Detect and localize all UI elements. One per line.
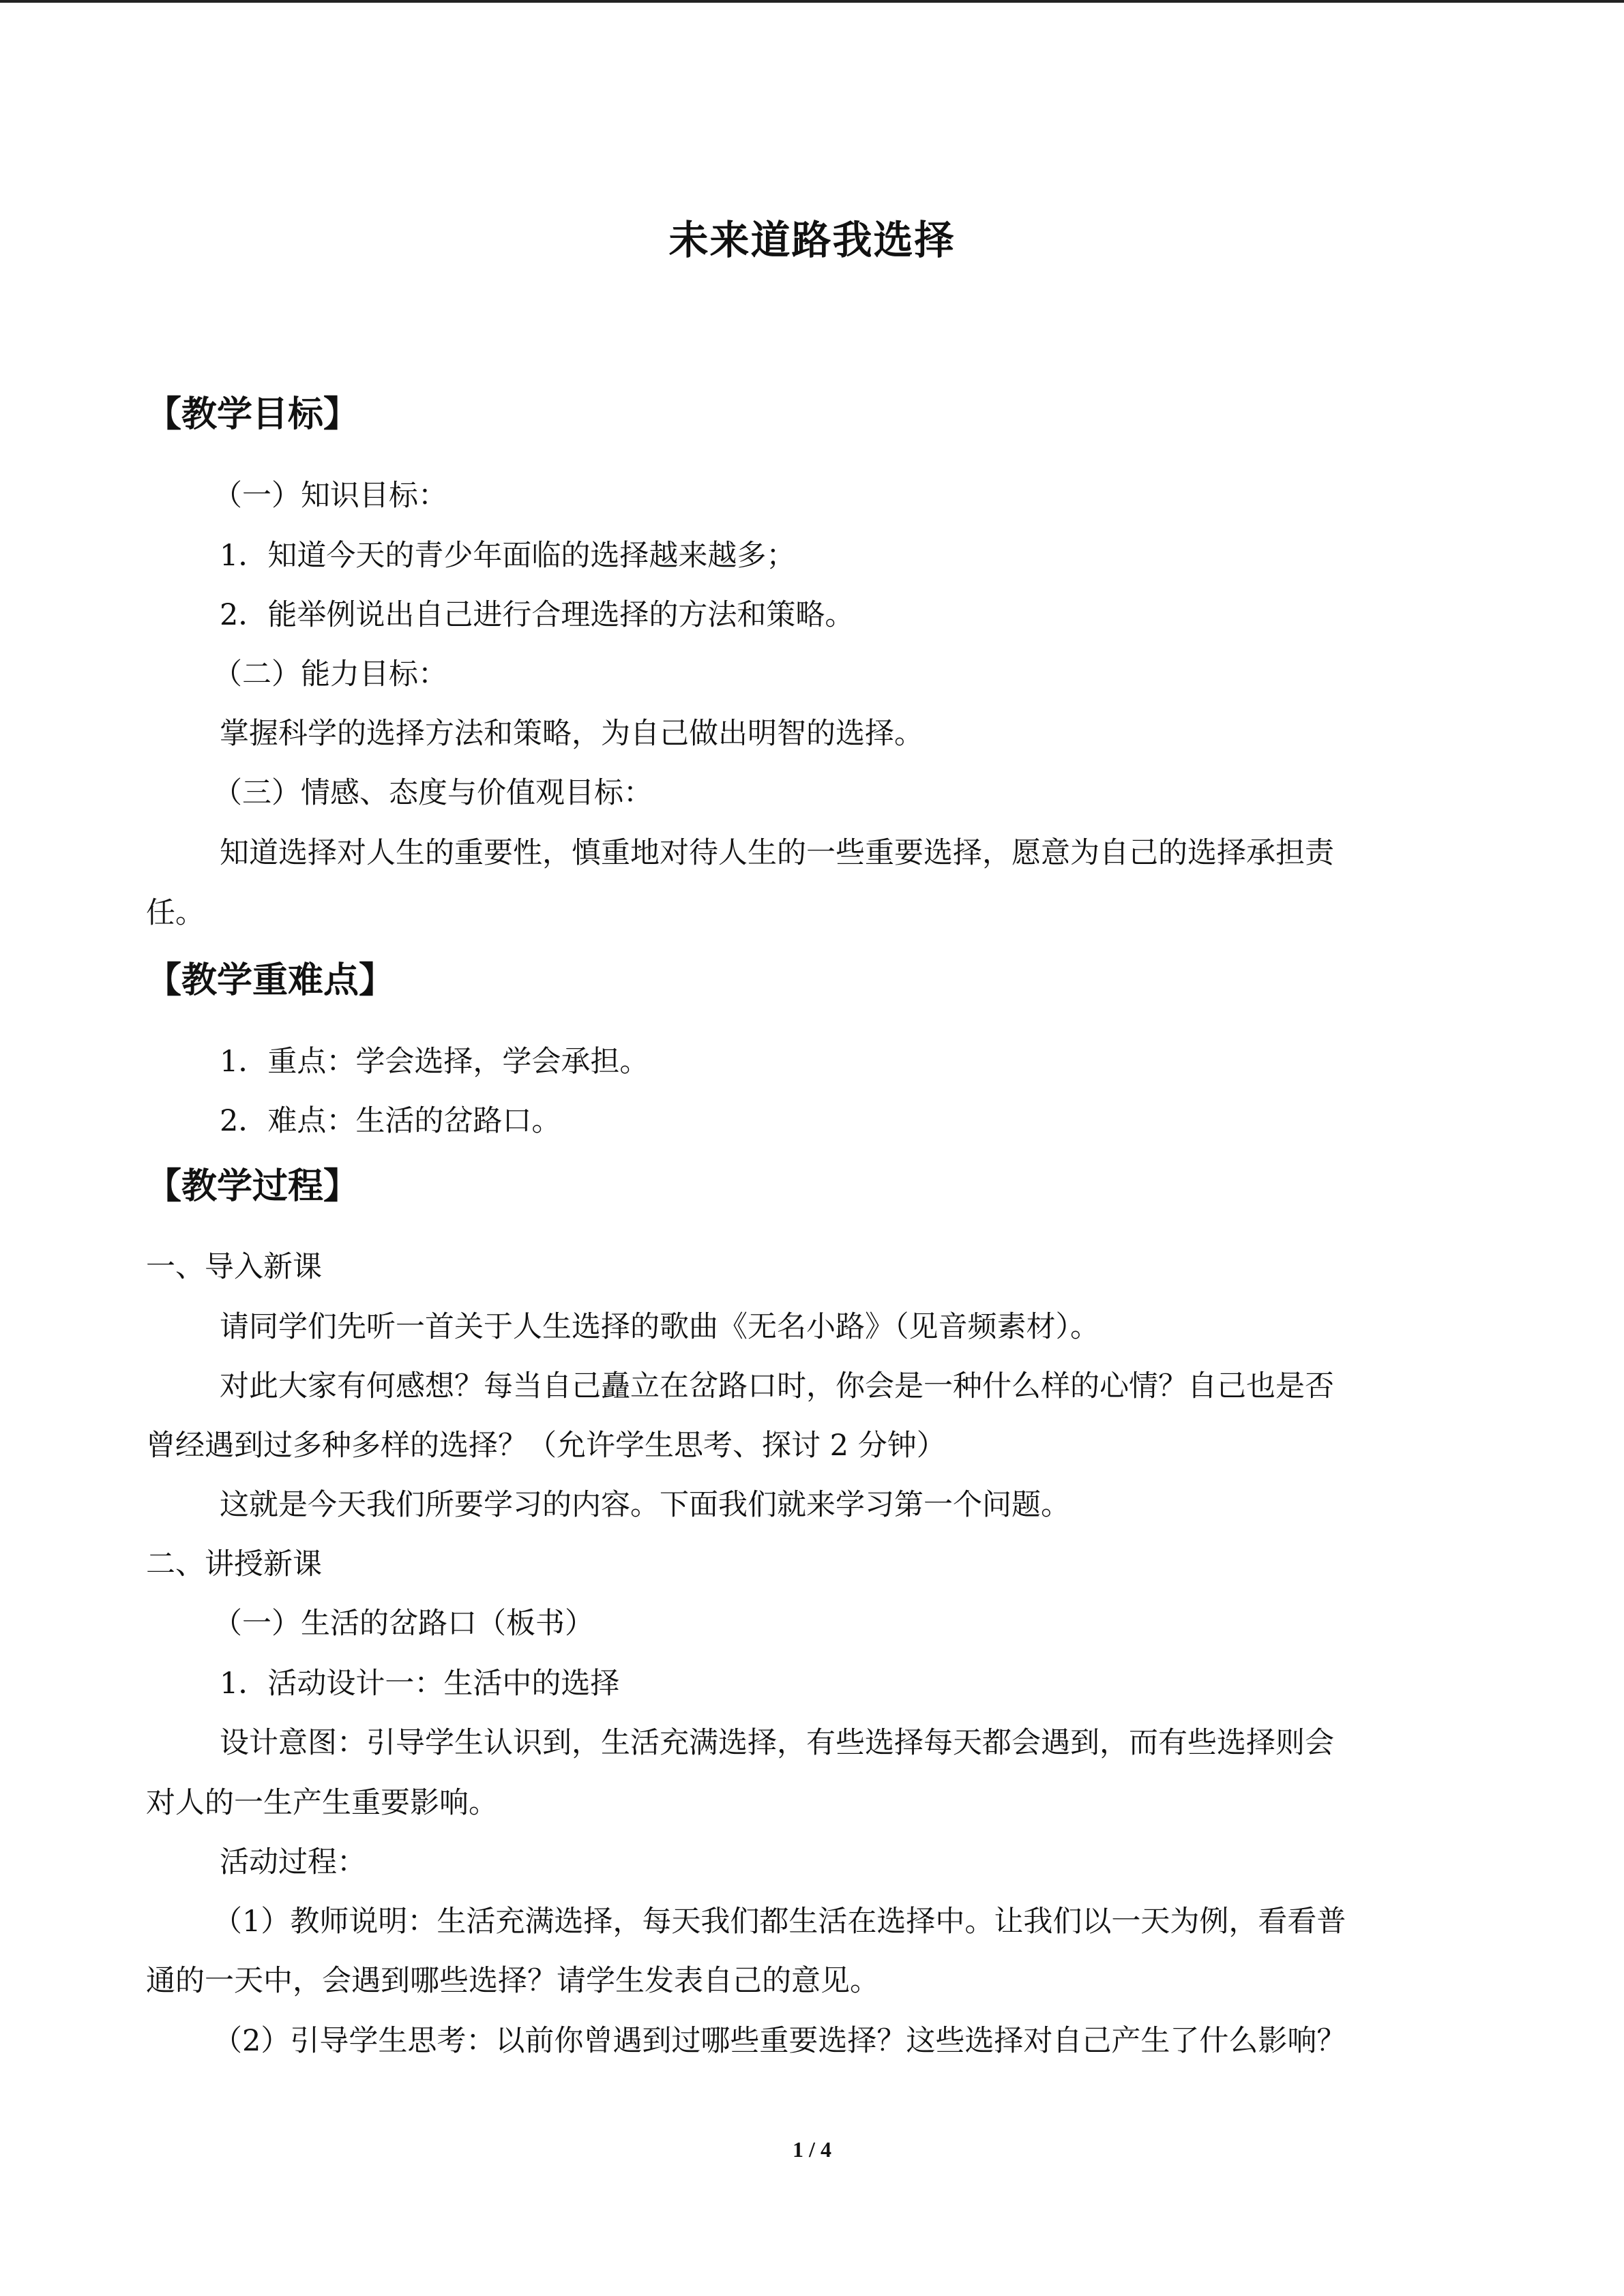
page-number: 1 / 4 xyxy=(793,2137,831,2162)
process-line: 对此大家有何感想？每当自己矗立在岔路口时，你会是一种什么样的心情？自己也是否 xyxy=(220,1369,1334,1403)
keypoint-line: 2．难点：生活的岔路口。 xyxy=(220,1104,561,1138)
objective-line: 2．能举例说出自己进行合理选择的方法和策略。 xyxy=(220,598,855,632)
objective-line: （二）能力目标： xyxy=(213,657,447,691)
process-line: 1．活动设计一：生活中的选择 xyxy=(220,1667,620,1701)
process-line: 一、导入新课 xyxy=(146,1250,322,1284)
objective-line: （一）知识目标： xyxy=(213,479,447,513)
objective-line: 1．知道今天的青少年面临的选择越来越多； xyxy=(220,539,796,573)
objectives-heading: 【教学目标】 xyxy=(146,394,359,435)
process-line: 请同学们先听一首关于人生选择的歌曲《无名小路》（见音频素材）。 xyxy=(220,1310,1099,1344)
process-line: （2）引导学生思考：以前你曾遇到过哪些重要选择？这些选择对自己产生了什么影响？ xyxy=(213,2024,1346,2058)
objective-line: 任。 xyxy=(146,896,205,930)
process-line: 设计意图：引导学生认识到，生活充满选择，有些选择每天都会遇到，而有些选择则会 xyxy=(220,1726,1334,1760)
process-line: 二、讲授新课 xyxy=(146,1547,322,1581)
objective-line: 掌握科学的选择方法和策略，为自己做出明智的选择。 xyxy=(220,717,924,751)
document-title: 未来道路我选择 xyxy=(668,217,956,263)
process-line: 通的一天中，会遇到哪些选择？请学生发表自己的意见。 xyxy=(146,1964,879,1998)
objective-line: （三）情感、态度与价值观目标： xyxy=(213,776,653,810)
process-line: 这就是今天我们所要学习的内容。下面我们就来学习第一个问题。 xyxy=(220,1488,1070,1522)
process-heading: 【教学过程】 xyxy=(146,1166,359,1207)
process-line: 对人的一生产生重要影响。 xyxy=(146,1786,498,1820)
keypoint-line: 1．重点：学会选择，学会承担。 xyxy=(220,1045,649,1079)
objective-line: 知道选择对人生的重要性，慎重地对待人生的一些重要选择，愿意为自己的选择承担责 xyxy=(220,836,1334,870)
keypoints-heading: 【教学重难点】 xyxy=(146,960,395,1001)
process-line: （1）教师说明：生活充满选择，每天我们都生活在选择中。让我们以一天为例，看看普 xyxy=(213,1905,1346,1939)
process-line: （一）生活的岔路口（板书） xyxy=(213,1607,594,1641)
top-border-line xyxy=(0,0,1624,3)
process-line: 活动过程： xyxy=(220,1845,366,1879)
process-line: 曾经遇到过多种多样的选择？（允许学生思考、探讨 2 分钟） xyxy=(146,1429,946,1463)
